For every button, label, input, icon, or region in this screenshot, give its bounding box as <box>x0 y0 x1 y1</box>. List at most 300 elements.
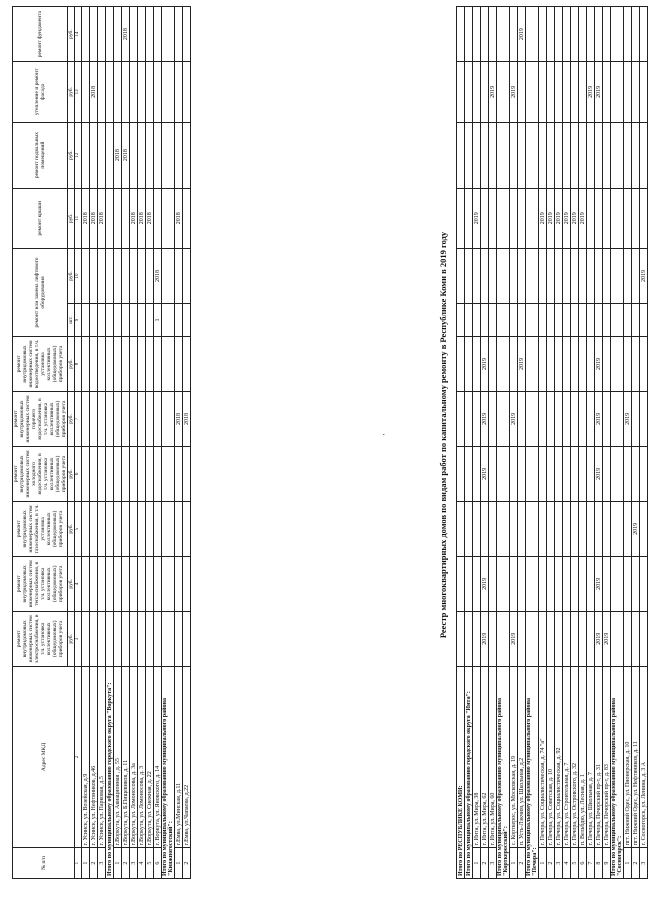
value-cell <box>146 501 154 556</box>
value-cell <box>624 62 632 122</box>
value-cell <box>82 336 90 391</box>
value-cell: 2019 <box>481 611 489 666</box>
value-cell: 2019 <box>595 62 603 122</box>
value-cell <box>640 446 648 501</box>
value-cell <box>122 446 130 501</box>
value-cell <box>154 446 162 501</box>
value-cell <box>587 303 595 336</box>
value-cell <box>138 122 146 188</box>
empty-cell <box>457 122 465 188</box>
row-number: 6 <box>579 848 587 879</box>
value-cell <box>98 249 106 304</box>
value-cell <box>624 249 632 304</box>
table-row <box>510 7 518 879</box>
value-cell <box>587 391 595 446</box>
value-cell <box>518 303 526 336</box>
value-cell <box>154 611 162 666</box>
value-cell <box>571 303 579 336</box>
header-gas: ремонт внутридомовых инженерных систем газоснабжения, в т.ч. установка коллективных (общедомовых) приборов учета <box>13 501 68 556</box>
empty-cell <box>611 7 624 62</box>
value-cell: 2018 <box>138 188 146 248</box>
value-cell <box>146 556 154 611</box>
value-cell <box>563 501 571 556</box>
value-cell <box>82 62 90 122</box>
value-cell <box>563 556 571 611</box>
address-cell: г. Воркута, ул. Яновского, д. 14 <box>154 666 162 847</box>
value-cell <box>90 122 98 188</box>
address-cell: п. Усть-Лэкчим, ул. Школьная, д.2 <box>518 666 526 847</box>
empty-cell <box>465 7 473 62</box>
value-cell <box>138 391 146 446</box>
empty-cell <box>611 303 624 336</box>
table-row <box>114 7 122 879</box>
empty-cell <box>162 336 175 391</box>
value-cell <box>90 304 98 337</box>
value-cell <box>175 611 183 666</box>
empty-cell <box>526 62 539 122</box>
value-cell <box>82 446 90 501</box>
value-cell <box>114 249 122 304</box>
value-cell <box>154 122 162 188</box>
value-cell <box>90 336 98 391</box>
value-cell <box>114 7 122 62</box>
value-cell <box>130 391 138 446</box>
capital-repair-table <box>12 6 191 879</box>
value-cell <box>114 611 122 666</box>
value-cell <box>640 556 648 611</box>
row-number: 1 <box>539 848 547 879</box>
empty-cell <box>611 122 624 188</box>
header-elec: ремонт внутридомовых инженерных систем электроснабжения, в т.ч. установка коллективных (общедомовых) приборов учета <box>13 611 68 666</box>
value-cell <box>603 7 611 62</box>
value-cell <box>571 501 579 556</box>
address-cell: г. Печора, ул. Школьная, д. 7 <box>587 666 595 847</box>
value-cell <box>587 556 595 611</box>
value-cell <box>624 188 632 248</box>
empty-cell <box>526 122 539 188</box>
value-cell <box>175 556 183 611</box>
value-cell <box>624 501 632 556</box>
register-table-body <box>457 7 648 879</box>
value-cell <box>82 249 90 304</box>
row-number: 3 <box>130 848 138 879</box>
value-cell <box>183 501 191 556</box>
value-cell <box>579 501 587 556</box>
column-number: 1 <box>75 848 82 879</box>
header-roof: ремонт крыши <box>13 188 68 248</box>
address-cell: г.Воркута, ул. Авиационная , д. 55 <box>114 666 122 847</box>
value-cell <box>175 122 183 188</box>
empty-cell <box>497 249 510 304</box>
value-cell <box>640 7 648 62</box>
row-number: 8 <box>595 848 603 879</box>
value-cell <box>571 446 579 501</box>
table-row <box>481 7 489 879</box>
value-cell: 2018 <box>114 122 122 188</box>
value-cell <box>547 501 555 556</box>
row-number: 2 <box>518 848 526 879</box>
row-number: 2 <box>481 848 489 879</box>
empty-cell <box>162 62 175 122</box>
value-cell: 2018 <box>82 188 90 248</box>
value-cell <box>539 501 547 556</box>
value-cell: 2019 <box>547 188 555 248</box>
empty-cell <box>106 446 114 501</box>
value-cell: 2019 <box>481 446 489 501</box>
value-cell: 2018 <box>90 62 98 122</box>
empty-cell <box>497 611 510 666</box>
table-row <box>632 7 640 879</box>
value-cell <box>122 249 130 304</box>
value-cell <box>489 391 497 446</box>
subtotal-row <box>465 7 473 879</box>
value-cell <box>555 7 563 62</box>
header-foundation: ремонт фундамента <box>13 7 68 62</box>
stray-mark: ' <box>382 433 390 435</box>
value-cell <box>547 7 555 62</box>
empty-cell <box>106 249 114 304</box>
value-cell: 2019 <box>563 188 571 248</box>
value-cell <box>146 249 154 304</box>
value-cell <box>587 336 595 391</box>
value-cell <box>518 391 526 446</box>
value-cell <box>183 611 191 666</box>
subtotal-row <box>106 7 114 879</box>
row-number: 4 <box>138 848 146 879</box>
value-cell <box>603 501 611 556</box>
value-cell: 2018 <box>175 188 183 248</box>
value-cell <box>122 501 130 556</box>
value-cell <box>587 249 595 304</box>
empty-cell <box>497 122 510 188</box>
table-row <box>489 7 497 879</box>
value-cell <box>563 611 571 666</box>
value-cell <box>183 188 191 248</box>
header-elevator: ремонт или замена лифтового оборудования <box>13 249 68 337</box>
value-cell <box>539 303 547 336</box>
address-cell: г. Печора, Печорский пр-т, д. 83 <box>603 666 611 847</box>
value-cell <box>563 7 571 62</box>
empty-cell <box>162 304 175 337</box>
row-number: 6 <box>154 848 162 879</box>
value-cell <box>138 62 146 122</box>
value-cell: 2018 <box>146 188 154 248</box>
value-cell <box>587 7 595 62</box>
table-row <box>563 7 571 879</box>
empty-cell <box>162 7 175 62</box>
empty-cell <box>162 249 175 304</box>
value-cell <box>146 446 154 501</box>
empty-cell <box>611 446 624 501</box>
empty-cell <box>526 611 539 666</box>
table-row <box>547 7 555 879</box>
row-number: 4 <box>563 848 571 879</box>
empty-cell <box>465 556 473 611</box>
column-number: 10 <box>75 249 82 304</box>
value-cell <box>587 611 595 666</box>
value-cell <box>489 7 497 62</box>
value-cell <box>82 304 90 337</box>
header-num: № п/п <box>13 848 75 879</box>
value-cell <box>130 336 138 391</box>
value-cell <box>473 336 481 391</box>
value-cell: 2019 <box>571 188 579 248</box>
value-cell <box>473 7 481 62</box>
value-cell <box>489 501 497 556</box>
value-cell <box>624 122 632 188</box>
value-cell <box>175 336 183 391</box>
empty-cell <box>611 501 624 556</box>
empty-cell <box>106 556 114 611</box>
value-cell <box>154 556 162 611</box>
column-numbers-row <box>75 7 82 879</box>
value-cell <box>563 122 571 188</box>
empty-cell <box>106 391 114 446</box>
value-cell: 2019 <box>555 188 563 248</box>
column-number: 6 <box>75 446 82 501</box>
value-cell <box>595 501 603 556</box>
table-row <box>183 7 191 879</box>
value-cell <box>510 122 518 188</box>
column-number: 5 <box>75 501 82 556</box>
value-cell <box>624 7 632 62</box>
value-cell <box>473 556 481 611</box>
value-cell <box>183 446 191 501</box>
address-cell: пгт. Нижний Одес, ул. Пионерская, д. 10 <box>624 666 632 847</box>
empty-cell <box>465 336 473 391</box>
value-cell <box>579 62 587 122</box>
value-cell: 2018 <box>122 122 130 188</box>
value-cell <box>138 501 146 556</box>
table-row <box>518 7 526 879</box>
value-cell <box>555 611 563 666</box>
row-number: 9 <box>603 848 611 879</box>
empty-cell <box>611 391 624 446</box>
value-cell <box>98 446 106 501</box>
value-cell: 2018 <box>90 188 98 248</box>
value-cell <box>90 446 98 501</box>
value-cell <box>571 556 579 611</box>
value-cell <box>579 446 587 501</box>
value-cell <box>579 391 587 446</box>
value-cell <box>587 446 595 501</box>
address-cell: г. Печора, ул. Социалистическая, д. 74 "а" <box>539 666 547 847</box>
value-cell <box>632 391 640 446</box>
address-cell: г. Инта, ул. Мира, 62 <box>481 666 489 847</box>
value-cell <box>632 62 640 122</box>
empty-cell <box>162 122 175 188</box>
address-cell: п. Вельбдю, ул. Лесная, д. 1 <box>579 666 587 847</box>
top-table-body <box>82 7 191 879</box>
value-cell <box>183 336 191 391</box>
value-cell <box>640 611 648 666</box>
header-address: Адрес МКД <box>13 666 75 847</box>
value-cell: 2019 <box>510 391 518 446</box>
subtotal-label: Итого по муниципальному образованию городского округа "Воркута": <box>106 666 114 878</box>
value-cell <box>130 501 138 556</box>
table-row <box>90 7 98 879</box>
value-cell <box>175 7 183 62</box>
value-cell <box>175 249 183 304</box>
empty-cell <box>497 391 510 446</box>
empty-cell <box>457 556 465 611</box>
value-cell <box>154 62 162 122</box>
value-cell: 2018 <box>183 391 191 446</box>
value-cell <box>539 7 547 62</box>
row-number: 1 <box>624 848 632 879</box>
value-cell <box>82 501 90 556</box>
column-number: 3 <box>75 611 82 666</box>
value-cell <box>518 249 526 304</box>
value-cell <box>146 391 154 446</box>
table-row <box>175 7 183 879</box>
value-cell: 2019 <box>518 336 526 391</box>
value-cell <box>640 303 648 336</box>
address-cell: г. Инта, ул. Мира, 60 <box>489 666 497 847</box>
value-cell <box>510 336 518 391</box>
header-hot: ремонт внутридомовых инженерных систем горячего водоснабжения, в т.ч. установка коллективных (общедомовых) приборов учета <box>13 391 68 446</box>
table-row <box>98 7 106 879</box>
value-cell <box>138 7 146 62</box>
empty-cell <box>465 62 473 122</box>
value-cell <box>510 249 518 304</box>
value-cell <box>579 303 587 336</box>
value-cell <box>130 611 138 666</box>
row-number: 2 <box>90 848 98 879</box>
value-cell <box>138 556 146 611</box>
row-number: 3 <box>640 848 648 879</box>
table-row <box>624 7 632 879</box>
value-cell: 2019 <box>473 188 481 248</box>
address-cell: г. Печора, Печорский пр-т, д. 31 <box>595 666 603 847</box>
row-number: 2 <box>183 848 191 879</box>
value-cell <box>510 446 518 501</box>
value-cell <box>138 611 146 666</box>
address-cell: г. Усинск, ул. Парковая, д.5 <box>98 666 106 847</box>
row-number: 1 <box>473 848 481 879</box>
value-cell <box>632 249 640 304</box>
address-cell: г.Воркута, ул. Б.Пищевиков, д. 11 <box>122 666 130 847</box>
value-cell: 2019 <box>481 556 489 611</box>
value-cell: 2018 <box>122 7 130 62</box>
value-cell <box>114 188 122 248</box>
value-cell <box>595 249 603 304</box>
value-cell <box>563 446 571 501</box>
row-number: 2 <box>547 848 555 879</box>
header-sewer: ремонт внутридомовых инженерных систем водоотведения, в т.ч. установка коллективных (общедомовых) приборов учета <box>13 336 68 391</box>
value-cell <box>547 336 555 391</box>
value-cell <box>563 249 571 304</box>
value-cell <box>555 303 563 336</box>
value-cell: 2019 <box>587 62 595 122</box>
row-number: 1 <box>114 848 122 879</box>
value-cell <box>481 188 489 248</box>
unit-cell: руб. <box>68 62 75 122</box>
value-cell <box>571 611 579 666</box>
value-cell <box>183 7 191 62</box>
value-cell <box>183 304 191 337</box>
subtotal-label: Итого по муниципальному образованию городского округа "Инта": <box>465 666 473 878</box>
value-cell <box>98 122 106 188</box>
table-row <box>579 7 587 879</box>
address-cell: г. Печора, ул. Строительная, д. 7 <box>563 666 571 847</box>
value-cell <box>603 249 611 304</box>
value-cell <box>114 501 122 556</box>
row-number: 7 <box>587 848 595 879</box>
value-cell <box>632 336 640 391</box>
empty-cell <box>526 336 539 391</box>
column-number: 2 <box>75 666 82 847</box>
empty-cell <box>465 391 473 446</box>
value-cell <box>90 249 98 304</box>
value-cell <box>547 446 555 501</box>
value-cell: 2019 <box>579 188 587 248</box>
table-row <box>603 7 611 879</box>
value-cell: 2019 <box>489 62 497 122</box>
table-row <box>555 7 563 879</box>
value-cell <box>489 336 497 391</box>
value-cell <box>587 188 595 248</box>
value-cell <box>632 611 640 666</box>
value-cell <box>175 446 183 501</box>
value-cell <box>98 501 106 556</box>
value-cell: 2019 <box>510 62 518 122</box>
unit-cell: руб. <box>68 336 75 391</box>
value-cell <box>114 446 122 501</box>
empty-cell <box>106 188 114 248</box>
empty-cell <box>457 7 465 62</box>
unit-cell: шт. <box>68 304 75 337</box>
empty-cell <box>497 188 510 248</box>
column-number: 7 <box>75 391 82 446</box>
value-cell <box>183 556 191 611</box>
value-cell <box>114 304 122 337</box>
value-cell <box>518 62 526 122</box>
value-cell: 2018 <box>130 188 138 248</box>
empty-cell <box>457 611 465 666</box>
value-cell <box>114 336 122 391</box>
value-cell <box>571 336 579 391</box>
value-cell <box>90 7 98 62</box>
row-number: 3 <box>489 848 497 879</box>
value-cell <box>489 249 497 304</box>
empty-cell <box>497 336 510 391</box>
value-cell: 2019 <box>595 336 603 391</box>
empty-cell <box>106 336 114 391</box>
value-cell <box>539 446 547 501</box>
value-cell <box>539 556 547 611</box>
value-cell <box>154 391 162 446</box>
value-cell <box>518 611 526 666</box>
value-cell <box>175 62 183 122</box>
value-cell: 2019 <box>518 7 526 62</box>
value-cell <box>489 188 497 248</box>
value-cell <box>632 556 640 611</box>
value-cell <box>98 336 106 391</box>
subtotal-label: Итого по муниципальному образованию муниципального района "Корткеросский": <box>497 666 510 878</box>
value-cell <box>603 303 611 336</box>
value-cell <box>510 303 518 336</box>
value-cell <box>138 304 146 337</box>
value-cell <box>579 249 587 304</box>
value-cell <box>90 501 98 556</box>
subtotal-row <box>526 7 539 879</box>
value-cell <box>138 446 146 501</box>
value-cell <box>481 303 489 336</box>
value-cell <box>640 62 648 122</box>
value-cell: 2019 <box>624 391 632 446</box>
value-cell <box>603 391 611 446</box>
